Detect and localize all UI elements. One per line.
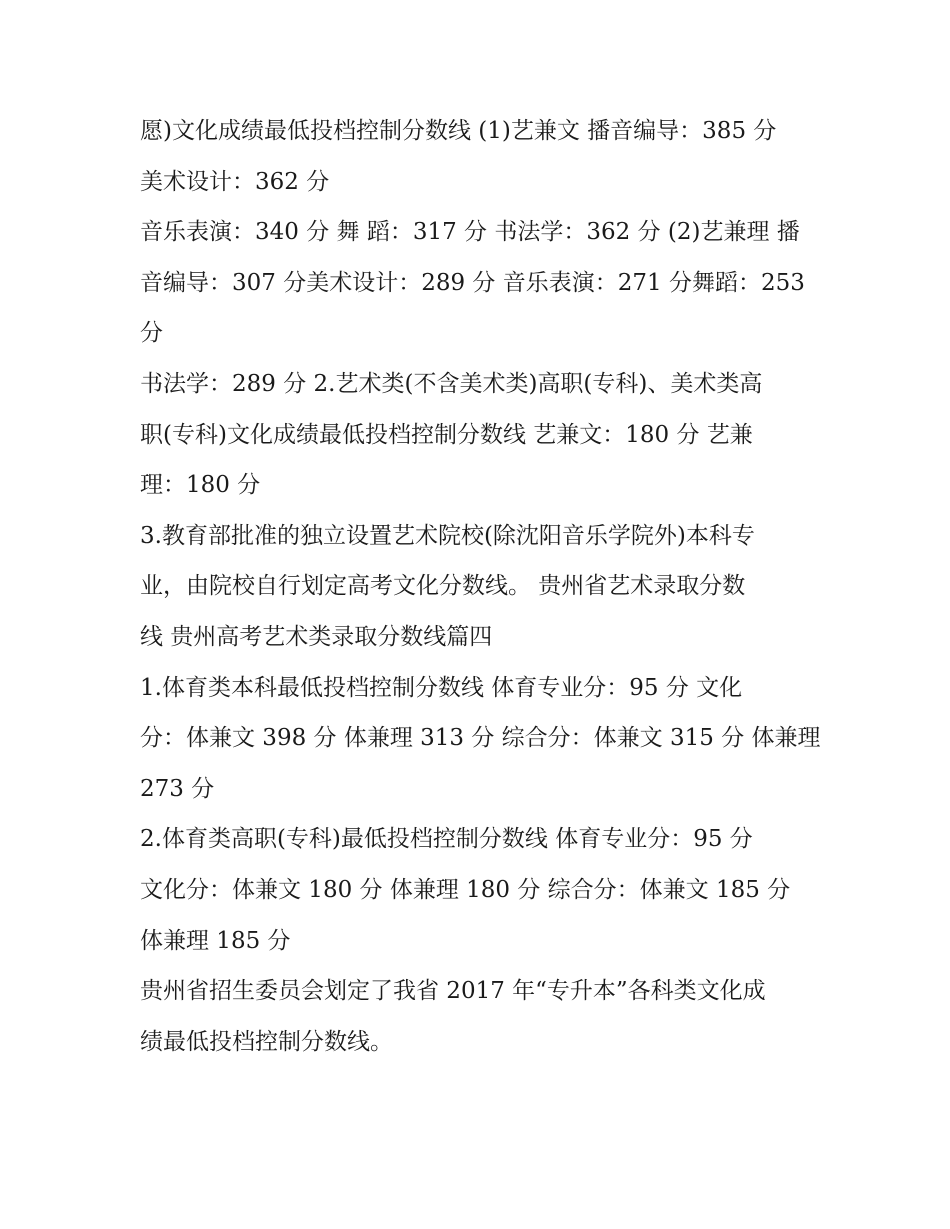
text-line: 理：180 分 bbox=[140, 472, 261, 499]
text-line: 分：体兼文 398 分 体兼理 313 分 综合分：体兼文 315 分 体兼理 bbox=[140, 725, 821, 752]
text-line: 体兼理 185 分 bbox=[140, 927, 291, 954]
text-line: 线 贵州高考艺术类录取分数线篇四 bbox=[140, 623, 493, 650]
document-body bbox=[140, 106, 830, 1067]
text-line: 书法学：289 分 2.艺术类(不含美术类)高职(专科)、美术类高 bbox=[140, 370, 763, 397]
text-line: 美术设计：362 分 bbox=[140, 168, 330, 195]
text-line: 文化分：体兼文 180 分 体兼理 180 分 综合分：体兼文 185 分 bbox=[140, 876, 791, 903]
text-line: 贵州省招生委员会划定了我省 2017 年“专升本”各科类文化成 bbox=[140, 978, 766, 1005]
text-line: 273 分 bbox=[140, 775, 215, 802]
text-line: 音乐表演：340 分 舞 蹈：317 分 书法学：362 分 (2)艺兼理 播 bbox=[140, 219, 800, 246]
text-line: 2.体育类高职(专科)最低投档控制分数线 体育专业分：95 分 bbox=[140, 826, 753, 853]
text-line: 1.体育类本科最低投档控制分数线 体育专业分：95 分 文化 bbox=[140, 674, 743, 701]
text-line: 绩最低投档控制分数线。 bbox=[140, 1028, 393, 1055]
text-line: 职(专科)文化成绩最低投档控制分数线 艺兼文：180 分 艺兼 bbox=[140, 421, 753, 448]
text-line: 分 bbox=[140, 320, 163, 347]
text-line: 业，由院校自行划定高考文化分数线。 贵州省艺术录取分数 bbox=[140, 573, 746, 600]
text-line: 音编导：307 分美术设计：289 分 音乐表演：271 分舞蹈：253 bbox=[140, 269, 805, 296]
text-line: 3.教育部批准的独立设置艺术院校(除沈阳音乐学院外)本科专 bbox=[140, 522, 755, 549]
text-line: 愿)文化成绩最低投档控制分数线 (1)艺兼文 播音编导：385 分 bbox=[140, 118, 777, 144]
